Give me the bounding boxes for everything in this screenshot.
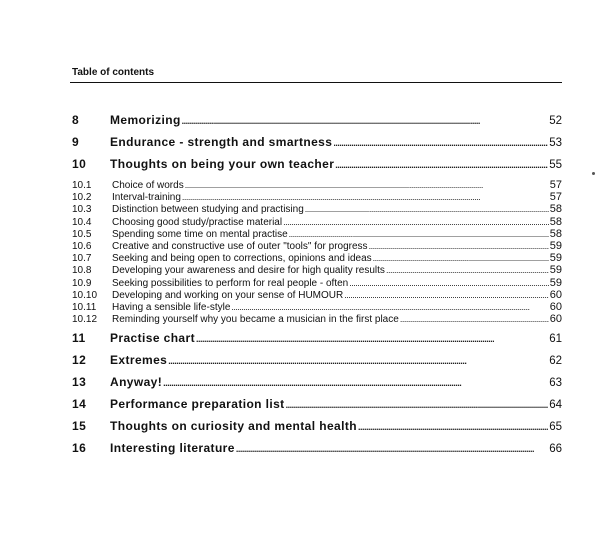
dot-leader xyxy=(333,135,548,149)
entry-number: 14 xyxy=(72,397,87,412)
dot-leader xyxy=(163,375,548,389)
entry-number: 8 xyxy=(72,113,80,127)
entry-title: Thoughts on curiosity and mental health xyxy=(110,419,357,434)
dot-leader xyxy=(182,113,549,127)
entry-page-number: 58 xyxy=(549,227,562,240)
entry-page-number: 53 xyxy=(549,137,562,149)
entry-page-number: 58 xyxy=(549,203,562,216)
toc-chapter-entry xyxy=(72,375,562,397)
entry-title: Interesting literature xyxy=(110,441,235,456)
entry-title: Interval-training xyxy=(112,192,181,204)
entry-number: 10.4 xyxy=(72,216,92,228)
entry-page-number: 59 xyxy=(549,276,562,289)
toc-subsection-entry xyxy=(72,240,562,252)
toc-chapter-entry xyxy=(72,331,562,353)
dot-leader xyxy=(386,265,549,276)
entry-title: Developing and working on your sense of HUMOUR xyxy=(112,289,344,301)
entry-title: Having a sensible life-style xyxy=(112,301,231,313)
dot-leader xyxy=(185,180,549,191)
entry-page-number: 61 xyxy=(549,333,562,346)
entry-number: 10.1 xyxy=(72,180,92,191)
toc-chapter-entry xyxy=(72,157,562,179)
entry-number: 10.11 xyxy=(72,301,97,313)
dot-leader xyxy=(236,441,548,455)
toc-subsection-entry xyxy=(72,289,562,301)
dot-leader xyxy=(196,331,548,345)
entry-number: 10 xyxy=(72,157,87,171)
entry-title: Spending some time on mental practise xyxy=(112,228,288,240)
toc-subsection-entry xyxy=(72,191,562,203)
entry-title: Endurance - strength and smartness xyxy=(110,135,333,149)
entry-page-number: 60 xyxy=(549,288,562,301)
entry-number: 10.9 xyxy=(72,277,92,289)
entry-page-number: 59 xyxy=(549,239,562,252)
toc-subsection-entry xyxy=(72,216,562,228)
toc-chapter-entry xyxy=(72,113,562,135)
dot-leader xyxy=(369,241,549,252)
entry-page-number: 59 xyxy=(549,252,562,265)
entry-title: Developing your awareness and desire for high quality results xyxy=(112,265,385,277)
entry-page-number: 57 xyxy=(549,179,562,191)
toc-chapter-entry xyxy=(72,419,562,441)
entry-number: 10.7 xyxy=(72,253,92,265)
toc-chapter-entry xyxy=(72,397,562,419)
entry-title: Thoughts on being your own teacher xyxy=(110,157,335,171)
entry-title: Performance preparation list xyxy=(110,397,285,412)
toc-subsection-entry xyxy=(72,228,562,240)
table-of-contents xyxy=(72,113,562,463)
dot-leader xyxy=(289,229,549,240)
entry-title: Seeking possibilities to perform for real people - often xyxy=(112,277,349,289)
entry-title: Reminding yourself why you became a musician in the first place xyxy=(112,314,399,326)
scan-speck xyxy=(592,172,595,175)
page-header: Table of contents xyxy=(72,67,155,78)
entry-number: 10.8 xyxy=(72,265,92,277)
entry-page-number: 66 xyxy=(549,443,562,456)
toc-subsection-entry xyxy=(72,277,562,289)
entry-title: Choice of words xyxy=(112,180,184,191)
toc-subsection-entry xyxy=(72,301,562,313)
entry-number: 10.10 xyxy=(72,289,98,301)
toc-chapter-entry xyxy=(72,353,562,375)
entry-page-number: 60 xyxy=(549,300,562,313)
entry-page-number: 60 xyxy=(549,313,562,326)
dot-leader xyxy=(286,397,549,411)
header-rule xyxy=(70,82,562,83)
entry-title: Memorizing xyxy=(110,113,181,127)
dot-leader xyxy=(349,278,549,289)
dot-leader xyxy=(373,253,549,264)
entry-page-number: 59 xyxy=(549,264,562,277)
toc-subsection-entry xyxy=(72,179,562,191)
entry-page-number: 65 xyxy=(549,421,562,434)
entry-page-number: 63 xyxy=(549,377,562,390)
dot-leader xyxy=(344,290,549,301)
toc-subsection-entry xyxy=(72,203,562,215)
toc-subsection-entry xyxy=(72,264,562,276)
entry-number: 10.3 xyxy=(72,204,92,216)
entry-number: 11 xyxy=(72,331,86,346)
entry-title: Extremes xyxy=(110,353,168,368)
entry-title: Seeking and being open to corrections, opinions and ideas xyxy=(112,253,372,265)
entry-number: 15 xyxy=(72,419,87,434)
entry-title: Practise chart xyxy=(110,331,195,346)
dot-leader xyxy=(283,217,549,228)
dot-leader xyxy=(168,353,548,367)
entry-page-number: 64 xyxy=(549,399,562,412)
entry-number: 10.6 xyxy=(72,240,92,252)
entry-page-number: 55 xyxy=(549,159,562,171)
dot-leader xyxy=(182,192,549,203)
entry-page-number: 52 xyxy=(549,115,562,127)
entry-title: Distinction between studying and practising xyxy=(112,204,304,216)
dot-leader xyxy=(231,302,548,313)
dot-leader xyxy=(305,204,549,215)
entry-number: 10.12 xyxy=(72,314,98,326)
entry-page-number: 57 xyxy=(549,191,562,204)
entry-page-number: 62 xyxy=(549,355,562,368)
dot-leader xyxy=(358,419,548,433)
entry-number: 12 xyxy=(72,353,87,368)
entry-title: Anyway! xyxy=(110,375,163,390)
entry-title: Choosing good study/practise material xyxy=(112,216,283,228)
entry-page-number: 58 xyxy=(549,215,562,228)
entry-number: 10.5 xyxy=(72,228,92,240)
toc-chapter-entry xyxy=(72,135,562,157)
toc-chapter-entry xyxy=(72,441,562,463)
entry-number: 13 xyxy=(72,375,87,390)
dot-leader xyxy=(400,314,549,325)
entry-title: Creative and constructive use of outer "tools" for progress xyxy=(112,240,368,252)
toc-subsection-entry xyxy=(72,252,562,264)
entry-number: 9 xyxy=(72,135,80,149)
dot-leader xyxy=(335,157,548,171)
toc-subsection-entry xyxy=(72,313,562,325)
entry-number: 10.2 xyxy=(72,192,92,204)
entry-number: 16 xyxy=(72,441,87,456)
